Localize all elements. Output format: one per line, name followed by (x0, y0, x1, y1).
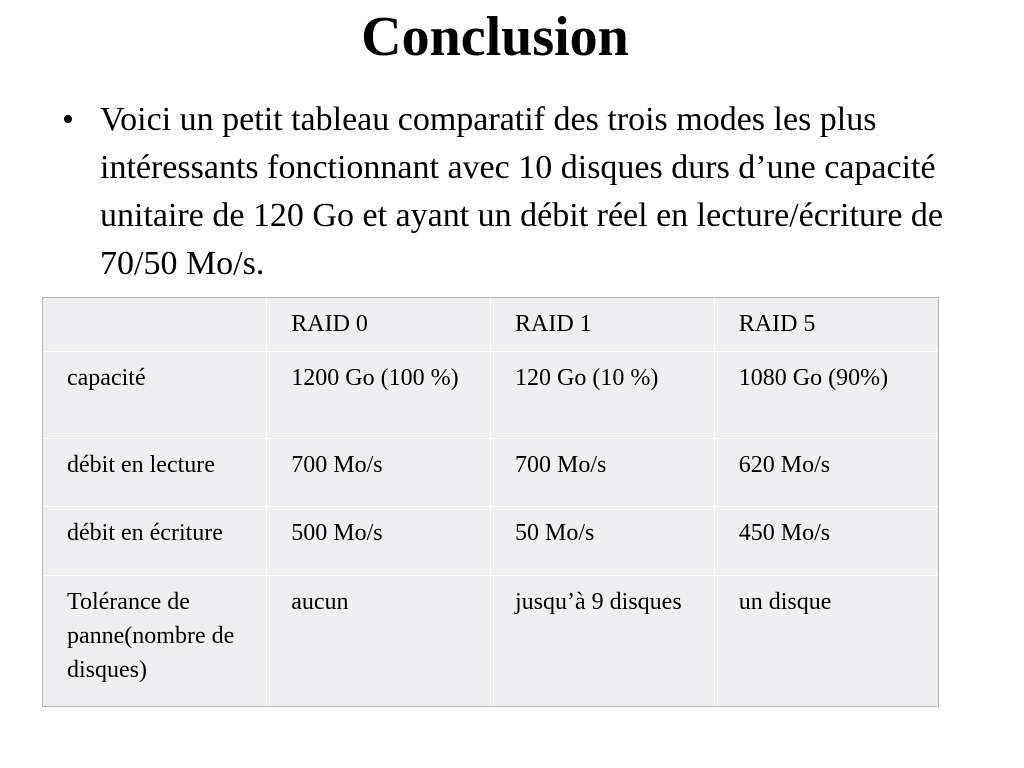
table-cell: 1200 Go (100 %) (267, 352, 491, 439)
table-cell: 500 Mo/s (267, 507, 491, 576)
header-cell-raid5: RAID 5 (714, 298, 938, 352)
table-row (43, 352, 938, 439)
table-cell: un disque (714, 576, 938, 707)
header-cell-raid1: RAID 1 (491, 298, 715, 352)
table-row (43, 576, 938, 707)
bullet-list (62, 96, 1007, 288)
raid-table (43, 298, 938, 706)
row-label: débit en écriture (43, 507, 267, 576)
header-cell-raid0: RAID 0 (267, 298, 491, 352)
table-cell: 700 Mo/s (267, 439, 491, 507)
table-cell: 700 Mo/s (491, 439, 715, 507)
row-label: capacité (43, 352, 267, 439)
table-header-row (43, 298, 938, 352)
table-cell: 120 Go (10 %) (491, 352, 715, 439)
row-label: débit en lecture (43, 439, 267, 507)
bullet-item (62, 96, 1007, 288)
table-row (43, 439, 938, 507)
comparison-table (42, 297, 939, 707)
table-cell: 620 Mo/s (714, 439, 938, 507)
table-cell: 450 Mo/s (714, 507, 938, 576)
table-cell: aucun (267, 576, 491, 707)
table-cell: 1080 Go (90%) (714, 352, 938, 439)
bullet-text: Voici un petit tableau comparatif des trois modes les plus intéressants fonctionnant avec 10 disques durs d’une capacité unitaire de 120 Go et ayant un débit réel en lecture/écriture de 70/50 Mo/s. (100, 101, 944, 282)
bullet-dot-icon: • (62, 101, 74, 138)
table-row (43, 507, 938, 576)
header-cell-empty (43, 298, 267, 352)
row-label: Tolérance de panne(nombre de disques) (43, 576, 267, 707)
table-cell: 50 Mo/s (491, 507, 715, 576)
slide-title: Conclusion (361, 6, 629, 68)
table-cell: jusqu’à 9 disques (491, 576, 715, 707)
